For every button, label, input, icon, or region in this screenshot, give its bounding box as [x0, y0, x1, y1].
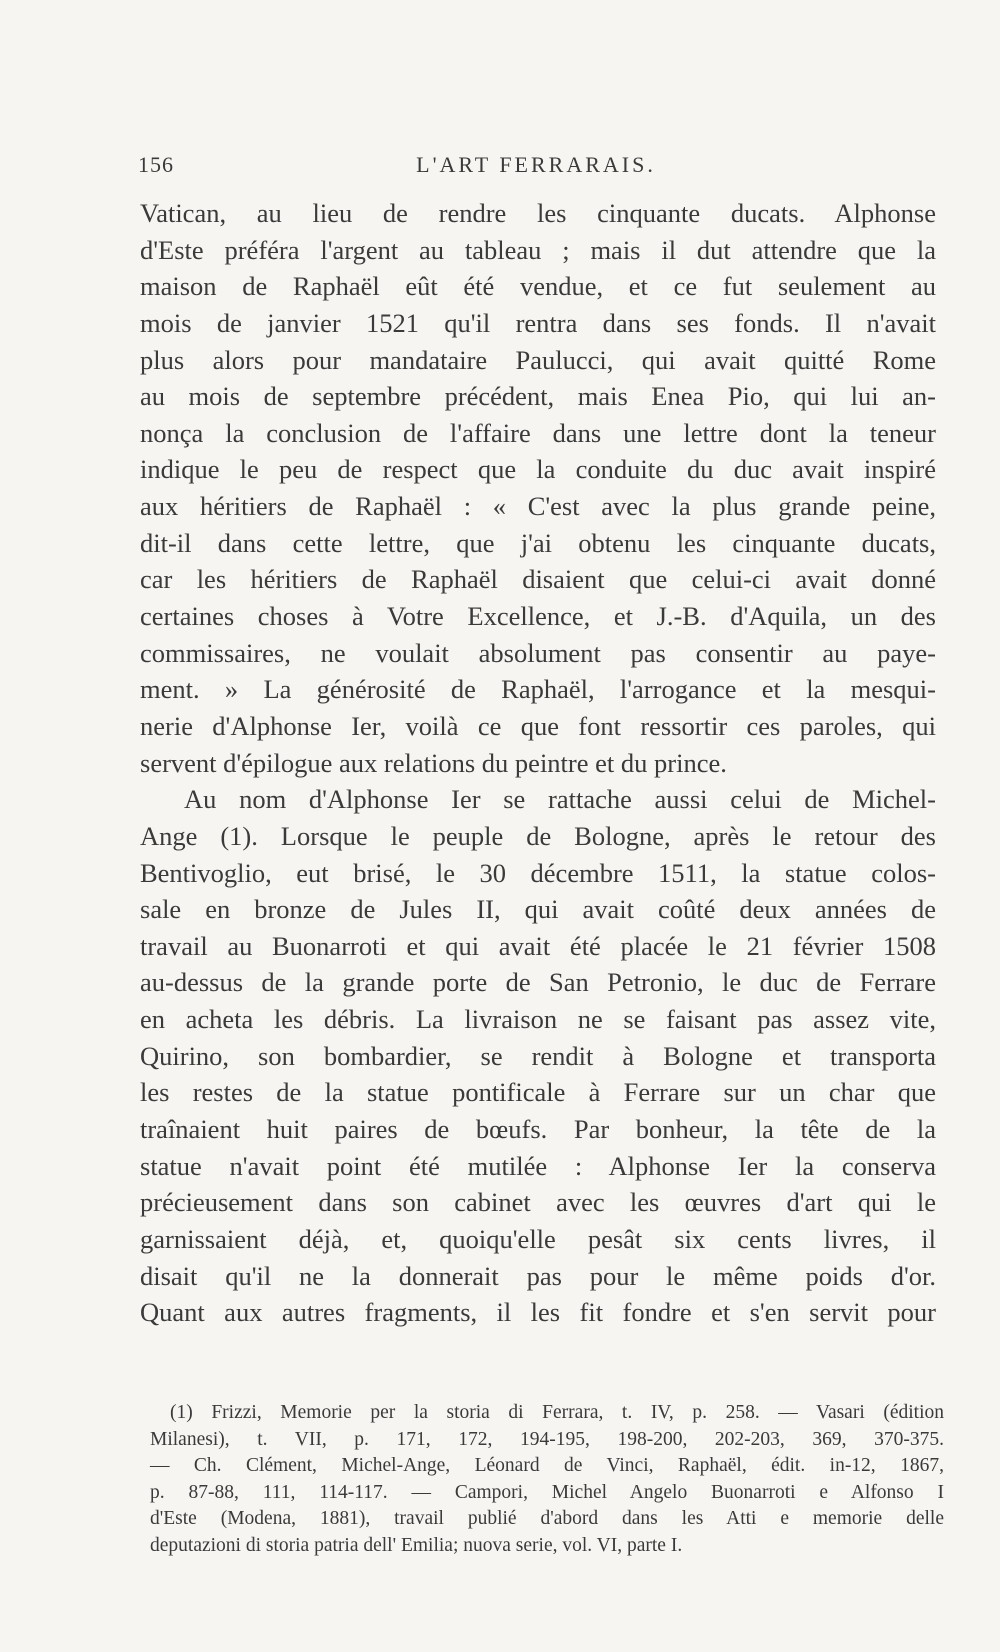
body-line: les restes de la statue pontificale à Ferrare sur un char que — [140, 1077, 936, 1108]
running-title: L'ART FERRARAIS. — [416, 152, 656, 177]
body-line: garnissaient déjà, et, quoiqu'elle pesât six cents livres, il — [140, 1223, 936, 1254]
body-line: maison de Raphaël eût été vendue, et ce fut seulement au — [140, 271, 936, 302]
body-line: car les héritiers de Raphaël disaient que celui-ci avait donné — [140, 564, 936, 595]
footnote-line: (1) Frizzi, Memorie per la storia di Ferrara, t. IV, p. 258. — Vasari (édition — [170, 1402, 944, 1423]
body-line: ment. » La générosité de Raphaël, l'arrogance et la mesqui- — [140, 674, 936, 705]
page-number: 156 — [138, 152, 174, 177]
body-line: Vatican, au lieu de rendre les cinquante ducats. Alphonse — [140, 198, 936, 228]
footnote-line: deputazioni di storia patria dell' Emilia; nuova serie, vol. VI, parte I. — [150, 1534, 683, 1556]
footnote-line: — Ch. Clément, Michel-Ange, Léonard de Vinci, Raphaël, édit. in-12, 1867, — [150, 1455, 944, 1477]
body-line: indique le peu de respect que la conduite du duc avait inspiré — [140, 454, 936, 485]
page-header — [138, 146, 934, 182]
body-line: précieusement dans son cabinet avec les œuvres d'art qui le — [140, 1187, 936, 1218]
body-line: au mois de septembre précédent, mais Enea Pio, qui lui an- — [140, 381, 936, 412]
body-line: sale en bronze de Jules II, qui avait coûté deux années de — [140, 894, 936, 925]
body-line: nerie d'Alphonse Ier, voilà ce que font ressortir ces paroles, qui — [140, 710, 936, 741]
body-line: commissaires, ne voulait absolument pas consentir au paye- — [140, 637, 936, 668]
body-line: traînaient huit paires de bœufs. Par bonheur, la tête de la — [140, 1114, 936, 1145]
footnotes — [150, 1400, 944, 1560]
body-line: certaines choses à Votre Excellence, et J.-B. d'Aquila, un des — [140, 601, 936, 632]
body-text — [140, 195, 936, 1331]
body-line: Bentivoglio, eut brisé, le 30 décembre 1511, la statue colos- — [140, 857, 936, 888]
body-line: au-dessus de la grande porte de San Petronio, le duc de Ferrare — [140, 967, 936, 998]
body-line: en acheta les débris. La livraison ne se faisant pas assez vite, — [140, 1004, 936, 1035]
body-line: travail au Buonarroti et qui avait été placée le 21 février 1508 — [140, 930, 936, 961]
body-line: Ange (1). Lorsque le peuple de Bologne, après le retour des — [140, 820, 936, 851]
footnote-line: d'Este (Modena, 1881), travail publié d'abord dans les Atti e memorie delle — [150, 1508, 944, 1530]
body-line: servent d'épilogue aux relations du peintre et du prince. — [140, 747, 727, 778]
body-line: disait qu'il ne la donnerait pas pour le même poids d'or. — [140, 1260, 936, 1291]
body-line: nonça la conclusion de l'affaire dans une lettre dont la teneur — [140, 417, 936, 448]
body-line: plus alors pour mandataire Paulucci, qui avait quitté Rome — [140, 344, 936, 375]
body-line: mois de janvier 1521 qu'il rentra dans ses fonds. Il n'avait — [140, 307, 936, 338]
body-line: d'Este préféra l'argent au tableau ; mais il dut attendre que la — [140, 234, 936, 265]
body-line: aux héritiers de Raphaël : « C'est avec la plus grande peine, — [140, 491, 936, 522]
footnote-line: p. 87-88, 111, 114-117. — Campori, Michel Angelo Buonarroti e Alfonso I — [150, 1481, 944, 1503]
body-line: Quant aux autres fragments, il les fit fondre et s'en servit pour — [140, 1297, 936, 1328]
body-line: Quirino, son bombardier, se rendit à Bologne et transporta — [140, 1040, 936, 1071]
body-line: dit-il dans cette lettre, que j'ai obtenu les cinquante ducats, — [140, 527, 936, 558]
body-line: statue n'avait point été mutilée : Alphonse Ier la conserva — [140, 1150, 936, 1181]
body-line: Au nom d'Alphonse Ier se rattache aussi celui de Michel- — [184, 784, 936, 815]
footnote-line: Milanesi), t. VII, p. 171, 172, 194-195, 198-200, 202-203, 369, 370-375. — [150, 1428, 944, 1450]
